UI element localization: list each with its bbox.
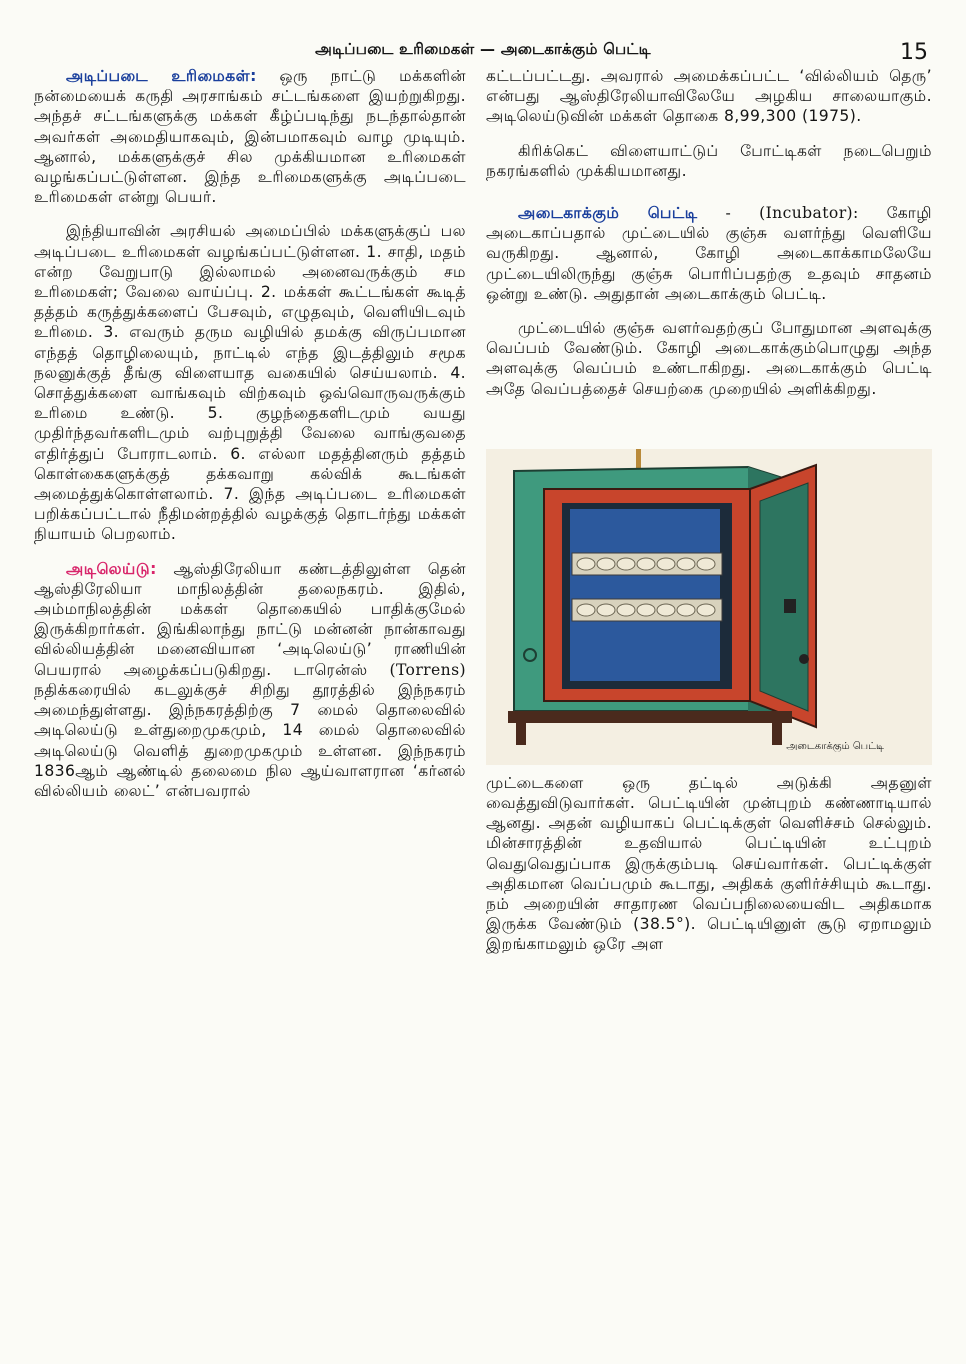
- door-knob-icon: [799, 654, 809, 664]
- incubator-heading: அடைகாக்கும் பெட்டி: [518, 204, 698, 223]
- incubator-english-term: - (Incubator):: [697, 204, 859, 223]
- egg-tray-lower: [572, 599, 722, 621]
- fundamental-rights-heading: அடிப்படை உரிமைகள்:: [66, 67, 257, 85]
- cabinet-stand: [508, 711, 792, 723]
- incubator-heat-paragraph: முட்டையில் குஞ்சு வளர்வதற்குப் போதுமான அளவுக்கு வெப்பம் வேண்டும். கோழி அடைகாக்கும்பொழுது அந்த அளவுக்கு வெப்பம் உண்டாகிறது. அடைகாக்கும் பெட்டி அதே வெப்பத்தைச் செயற்கை முறையில் அளிக்கிறது.: [486, 319, 932, 398]
- incubator-figure: [486, 449, 932, 765]
- adelaide-paragraph: [34, 559, 466, 801]
- latch-icon: [784, 599, 796, 613]
- incubator-text-1: கோழி அடைகாப்பதால் முட்டையில் குஞ்சு வளர்ந்து வெளியே வருகிறது. ஆனால், கோழி அடைகாக்காமலேயே முட்டையிலிருந்து குஞ்சு பொரிப்பதற்கு உதவும் சாதனம் ஒன்று உண்டு. அதுதான் அடைகாக்கும் பெட்டி.: [486, 204, 933, 303]
- adelaide-heading: அடிலெய்டு:: [66, 559, 157, 578]
- fundamental-rights-intro-text: ஒரு நாட்டு மக்களின் நன்மையைக் கருதி அரசாங்கம் சட்டங்களை இயற்றுகிறது. அந்தச் சட்டங்களுக்கு மக்கள் கீழ்ப்படிந்து நடந்தால்தான் அவர்கள் அமைதியாகவும், இன்பமாகவும் வாழ முடியும். ஆனால், மக்களுக்குச் சில முக்கியமான உரிமைகள் வழங்கப்பட்டுள்ளன. இந்த உரிமைகளுக்கு அடிப்படை உரிமைகள் என்று பெயர்.: [34, 67, 466, 207]
- page-number: 15: [900, 40, 928, 65]
- adelaide-text-2: நதிக்கரையில் கடலுக்குச் சிறிது தூரத்தில் இந்நகரம் அமைந்துள்ளது. இந்நகரத்திற்கு 7 மைல் தொலைவில் அடிலெய்டு உள்துறைமுகமும், 14 மைல் தொலைவில் அடிலெய்டு வெளித் துறைமுகமும் உள்ளன. இந்நகரம் 1836ஆம் ஆண்டில் தலைமை நில ஆய்வாளரான ‘கர்னல் வில்லியம் லைட்’ என்பவரால்: [34, 680, 466, 800]
- incubator-operation-paragraph: முட்டைகளை ஒரு தட்டில் அடுக்கி அதனுள் வைத்துவிடுவார்கள். பெட்டியின் முன்புறம் கண்ணாடியால் ஆனது. அதன் வழியாகப் பெட்டிக்குள் வெளிச்சம் செல்லும். மின்சாரத்தின் உதவியால் பெட்டியின் உட்புறம் வெதுவெதுப்பாக இருக்கும்படி செய்வார்கள். பெட்டிக்குள் அதிகமான வெப்பமும் கூடாது, அதிகக் குளிர்ச்சியும் கூடாது. நம் அறையின் சாதாரண வெப்பநிலையைவிட அதிகமாக இருக்க வேண்டும் (38.5°). பெட்டியினுள் சூடு ஏறாமலும் இறங்காமலும் ஒரே அள: [486, 773, 932, 954]
- incubator-intro: [486, 203, 932, 304]
- cricket-paragraph: கிரிக்கெட் விளையாட்டுப் போட்டிகள் நடைபெறும் நகரங்களில் முக்கியமானது.: [486, 141, 932, 180]
- left-column: [34, 66, 466, 815]
- adelaide-text-1: ஆஸ்திரேலியா கண்டத்திலுள்ள தென் ஆஸ்திரேலியா மாநிலத்தின் தலைநகரம். இதில், அம்மாநிலத்தின் மக்கள் தொகையில் பாதிக்குமேல் இருக்கிறார்கள். இங்கிலாந்து நாட்டு மன்னன் நான்காவது வில்லியத்தின் மனைவியான ‘அடிலெய்டு’ ராணியின் பெயரால் அழைக்கப்படுகிறது. டாரென்ஸ்: [34, 559, 466, 679]
- torrens-term: (Torrens): [389, 660, 466, 679]
- incubator-illustration: [486, 449, 932, 765]
- india-rights-paragraph: இந்தியாவின் அரசியல் அமைப்பில் மக்களுக்குப் பல அடிப்படை உரிமைகள் வழங்கப்பட்டுள்ளன. 1. சாதி, மதம் என்ற வேறுபாடு இல்லாமல் அனைவருக்கும் சம உரிமைகள்; வேலை வாய்ப்பு. 2. மக்கள் கூட்டங்கள் கூடித் தத்தம் கருத்துக்களைப் பேசவும், எழுதவும், வெளியிடவும் உரிமை. 3. எவரும் தரும வழியில் தமக்கு விருப்பமான எந்தத் தொழிலையும், நாட்டில் எந்த இடத்திலும் சமூக நலனுக்குத் தீங்கு விளையாத வகையில் செய்யலாம். 4. சொத்துக்களை வாங்கவும் விற்கவும் ஒவ்வொருவருக்கும் உரிமை உண்டு. 5. குழந்தைகளிடமும் வயது முதிர்ந்தவர்களிடமும் வற்புறுத்தி வேலை வாங்குவதை எதிர்த்துப் போராடலாம். 6. எல்லா மதத்தினரும் தத்தம் கொள்கைகளுக்குத் தக்கவாறு கல்விக் கூடங்கள் அமைத்துக்கொள்ளலாம். 7. இந்த அடிப்படை உரிமைகள் பறிக்கப்பட்டால் நீதிமன்றத்தில் வழக்குத் தொடர்ந்து மக்கள் நியாயம் பெறலாம்.: [34, 222, 466, 544]
- right-column: [486, 66, 932, 969]
- running-title: அடிப்படை உரிமைகள் — அடைகாக்கும் பெட்டி: [315, 40, 651, 58]
- figure-caption: அடைகாக்கும் பெட்டி: [786, 740, 884, 752]
- fundamental-rights-intro: [34, 66, 466, 207]
- egg-tray-upper: [572, 553, 722, 575]
- adelaide-continued-paragraph: கட்டப்பட்டது. அவரால் அமைக்கப்பட்ட ‘வில்லியம் தெரு’ என்பது ஆஸ்திரேலியாவிலேயே அழகிய சாலையாகும். அடிலெய்டுவின் மக்கள் தொகை 8,99,300 (1975).: [486, 67, 932, 126]
